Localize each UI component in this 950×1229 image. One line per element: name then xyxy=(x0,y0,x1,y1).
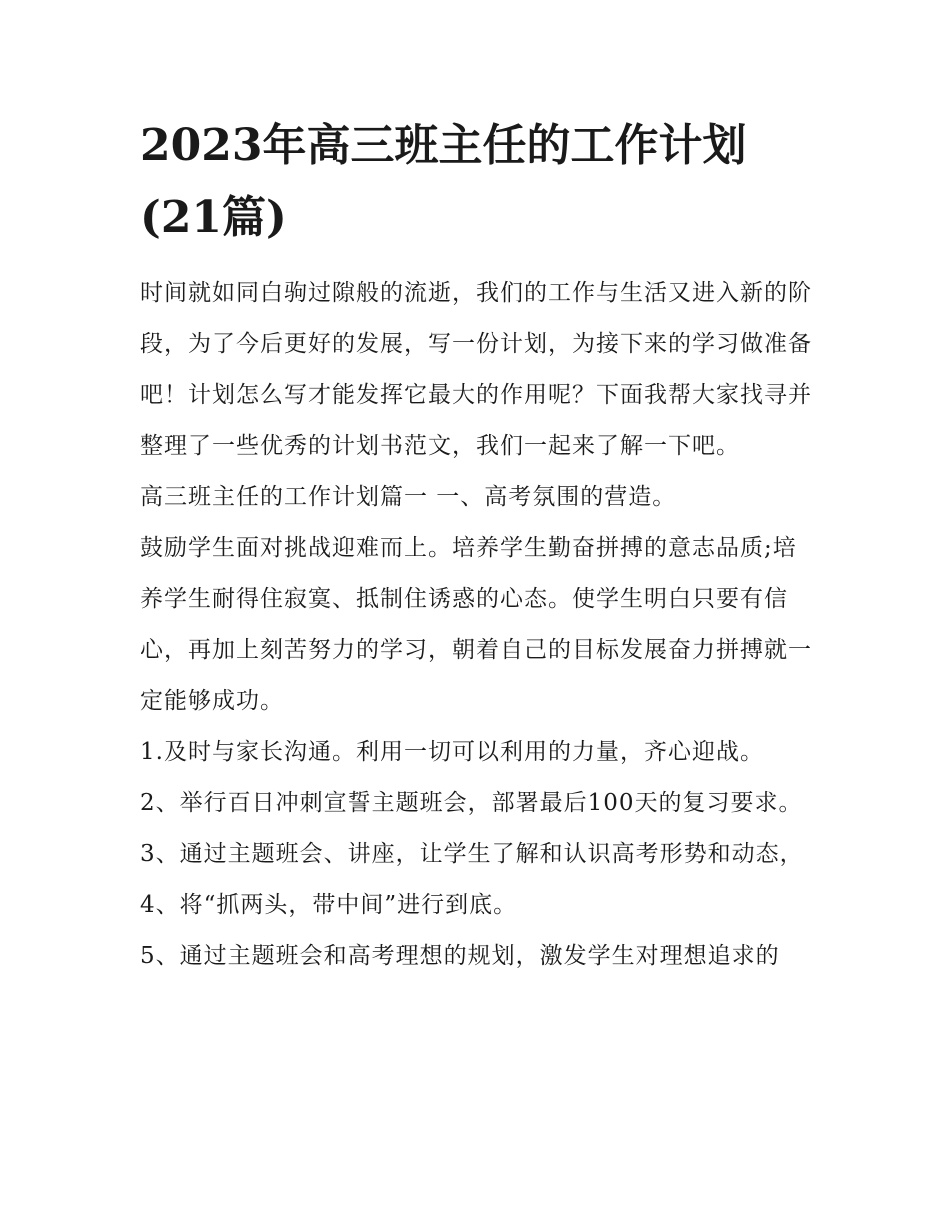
list-item-1: 1.及时与家长沟通。利用一切可以利用的力量，齐心迎战。 xyxy=(140,739,764,765)
document-body xyxy=(140,268,820,982)
document-title: 2023年高三班主任的工作计划(21篇) xyxy=(140,120,747,243)
paragraph-encourage: 鼓励学生面对挑战迎难而上。培养学生勤奋拼搏的意志品质;培养学生耐得住寂寞、抵制住诱惑的心态。使学生明白只要有信心，再加上刻苦努力的学习，朝着自己的目标发展奋力拼搏就一定能够成功。 xyxy=(140,535,812,714)
list-item-2: 2、举行百日冲刺宣誓主题班会，部署最后100天的复习要求。 xyxy=(140,790,803,816)
list-item-3-4: 3、通过主题班会、讲座，让学生了解和认识高考形势和动态， 4、将“抓两头，带中间”进行到底。 xyxy=(140,841,804,918)
list-item-5: 5、通过主题班会和高考理想的规划，激发学生对理想追求的 xyxy=(140,943,780,969)
paragraph-intro: 时间就如同白驹过隙般的流逝，我们的工作与生活又进入新的阶段，为了今后更好的发展，写一份计划，为接下来的学习做准备吧！计划怎么写才能发挥它最大的作用呢？下面我帮大家找寻并整理了一些优秀的计划书范文，我们一起来了解一下吧。 xyxy=(140,280,812,459)
document-page xyxy=(140,110,820,982)
paragraph-section-heading: 高三班主任的工作计划篇一 一、高考氛围的营造。 xyxy=(140,484,677,510)
